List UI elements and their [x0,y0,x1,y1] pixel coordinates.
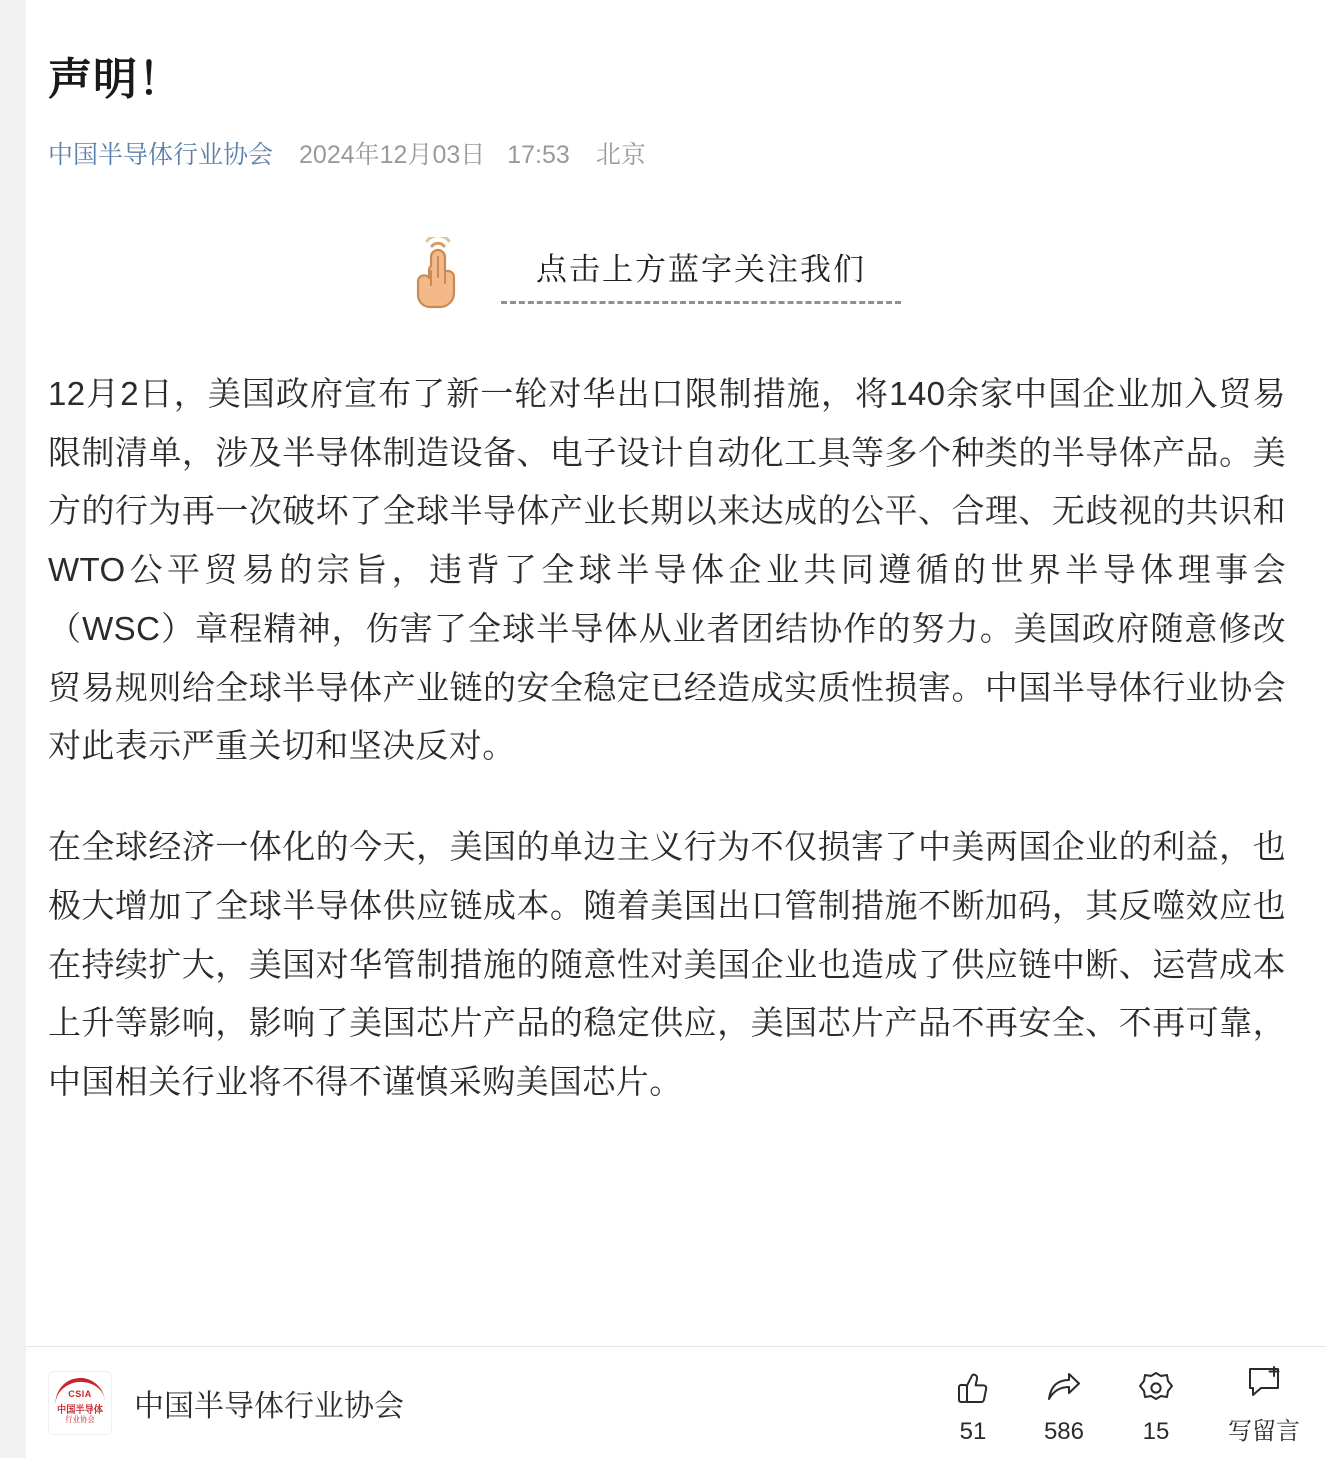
author-link[interactable]: 中国半导体行业协会 [48,141,274,169]
article-meta [26,107,1326,171]
paragraph-1: 12月2日，美国政府宣布了新一轮对华出口限制措施，将140余家中国企业加入贸易限制清单，涉及半导体制造设备、电子设计自动化工具等多个种类的半导体产品。美方的行为再一次破坏了全球半导体产业长期以来达成的公平、合理、无歧视的共识和WTO公平贸易的宗旨，违背了全球半导体企业共同遵循的世界半导体理事会（WSC）章程精神，伤害了全球半导体从业者团结协作的努力。美国政府随意修改贸易规则给全球半导体产业链的安全稳定已经造成实质性损害。中国半导体行业协会对此表示严重关切和坚决反对。 [48,375,1286,765]
logo-line2: 行业协会 [65,1414,95,1424]
wow-count: 15 [1142,1418,1170,1445]
like-count: 51 [959,1418,987,1445]
share-arrow-icon [1046,1366,1082,1410]
csia-logo-icon [48,1371,112,1435]
footer-actions [902,1359,1300,1446]
wow-button[interactable] [1138,1366,1174,1446]
publish-location: 北京 [595,141,646,169]
pointing-hand-icon [411,237,465,311]
comment-plus-icon [1246,1359,1282,1403]
left-gutter [0,0,26,1458]
article-content [26,0,1326,1458]
write-comment-label: 写留言 [1228,1418,1300,1445]
paragraph-2: 在全球经济一体化的今天，美国的单边主义行为不仅损害了中美两国企业的利益，也极大增加了全球半导体供应链成本。随着美国出口管制措施不断加码，其反噬效应也在持续扩大，美国对华管制措施的随意性对美国企业也造成了供应链中断、运营成本上升等影响，影响了美国芯片产品的稳定供应，美国芯片产品不再安全、不再可靠，中国相关行业将不得不谨慎采购美国芯片。 [48,828,1286,1101]
footer-account-block[interactable] [48,1371,404,1435]
footer-account-name[interactable]: 中国半导体行业协会 [134,1389,404,1423]
like-button[interactable] [956,1366,990,1446]
follow-banner[interactable] [26,237,1326,311]
divider [501,301,901,304]
thumbs-up-icon [956,1366,990,1410]
share-count: 586 [1043,1418,1084,1445]
publish-date: 2024年12月03日 [299,141,486,169]
logo-line1: 中国半导体 [57,1404,103,1416]
flower-star-icon [1138,1366,1174,1410]
page-title: 声明！ [48,55,183,104]
follow-text: 点击上方蓝字关注我们 [536,252,866,287]
article-body [26,365,1326,1112]
write-comment-button[interactable] [1228,1359,1300,1446]
share-button[interactable] [1044,1366,1084,1446]
publish-time: 17:53 [507,141,570,169]
logo-abbr: CSIA [68,1388,92,1399]
article-footer-bar [26,1346,1326,1458]
